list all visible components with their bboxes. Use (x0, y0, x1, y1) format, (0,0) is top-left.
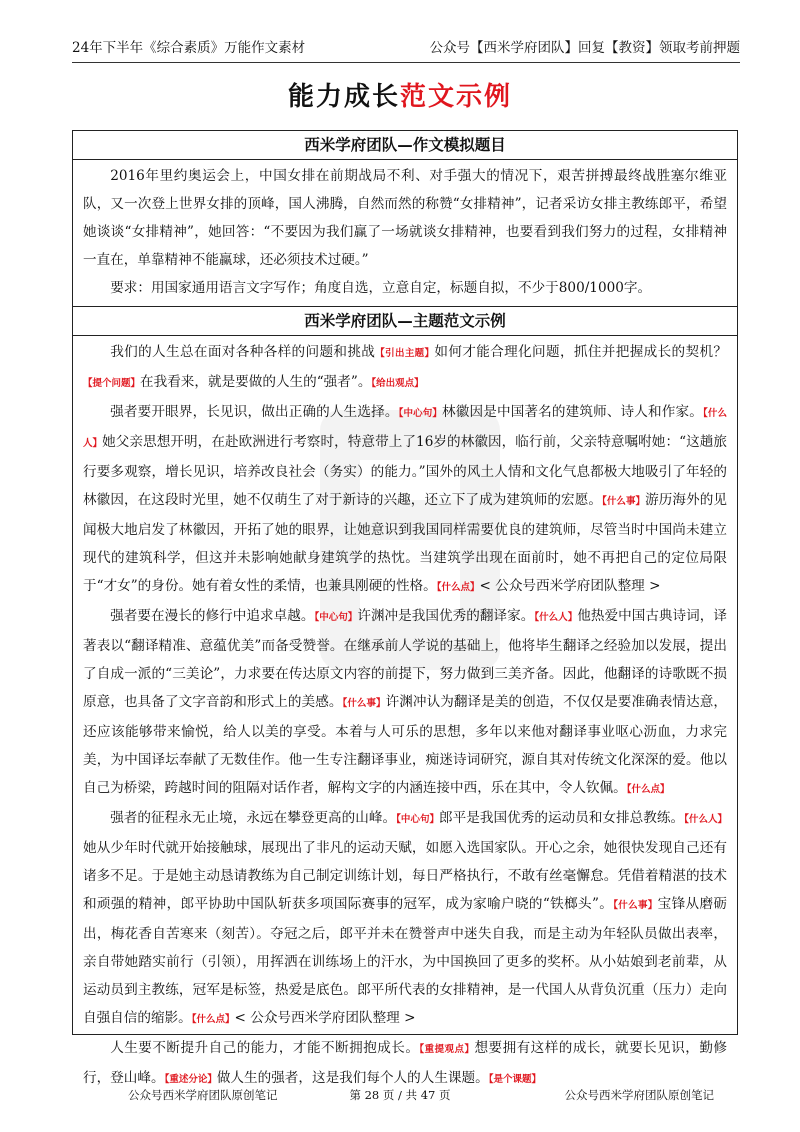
requirement-paragraph: 要求：用国家通用语言文字写作；角度自选，立意自定，标题自拟，不少于800/1000字。 (110, 280, 652, 296)
section2-content (73, 336, 737, 1098)
annotation-tag: 【引出主题】 (375, 348, 435, 359)
annotation-tag: 【什么点】 (436, 582, 480, 593)
text: 想要拥有这样的成长，就要长见识，勤修行，登山峰。 (83, 1040, 727, 1086)
annotation-tag: 【中心句】 (314, 612, 358, 623)
text: 强者的征程永无止境，永远在攀登更高的山峰。 (110, 810, 397, 826)
footer-left-text: 公众号西米学府团队原创笔记 (128, 1088, 278, 1102)
text: 游历海外的见闻极大地启发了林徽因，开拓了她的眼界，让她意识到我国同样需要优良的建筑师，尽管当时中国尚未建立现代的建筑科学，但这并未影响她献身建筑学的热忱。当建筑学出现在面前时，她不再把自己的定位局限于“才女”的身份。她有着女性的柔情，也兼具刚硬的性格。 (83, 492, 727, 594)
page-number: 第 28 页 / 共 47 页 (349, 1088, 451, 1102)
source-note: < 公众号西米学府团队整理 > (479, 578, 661, 594)
essay-box (72, 130, 738, 1086)
annotation-tag: 【什么人】 (684, 814, 727, 825)
text: 她从少年时代就开始接触球，展现出了非凡的运动天赋，如愿入选国家队。开心之余，她很快发现自己还有诸多不足。于是她主动恳请教练为自己制定训练计划，每日严格执行，不敢有丝毫懈怠。凭借着精湛的技术和顽强的精神，郎平协助中国队斩获多项国际赛事的冠军，成为家喻户晓的“铁榔头”。 (83, 840, 727, 912)
text: 她父亲思想开明，在赴欧洲进行考察时，特意带上了16岁的林徽因，临行前，父亲特意嘱咐她：“这趟旅行要多观察，增长见识，培养改良社会（务实）的能力。”国外的风土人情和文化气息都极大地吸引了年轻的林徽因，在这段时光里，她不仅萌生了对于新诗的兴趣，还立下了成为建筑师的宏愿。 (83, 434, 727, 508)
annotation-tag: 【重述分论】 (164, 1074, 217, 1085)
section2-heading: 西米学府团队—主题范文示例 (73, 306, 737, 336)
text: 我们的人生总在面对各种各样的问题和挑战 (110, 344, 376, 360)
text: 郎平是我国优秀的运动员和女排总教练。 (439, 810, 685, 826)
page-title (0, 76, 800, 113)
annotation-tag: 【重提观点】 (419, 1044, 475, 1055)
annotation-tag: 【什么事】 (602, 496, 646, 507)
section1-heading: 西米学府团队—作文模拟题目 (73, 131, 737, 160)
text: 宝锋从磨砺出，梅花香自苦寒来（刻苦）。夺冠之后，郎平并未在赞誉声中迷失自我，而是主动为年轻队员做出表率，亲自带她踏实前行（引领），用挥洒在训练场上的汗水，为中国换回了更多的奖杯。从小姑娘到老前辈，从运动员到主教练，冠军是标签，热爱是底色。郎平所代表的女排精神，是一代国人从背负沉重（压力）走向自强自信的缩影。 (83, 896, 727, 1026)
text: 许渊冲是我国优秀的翻译家。 (357, 608, 535, 624)
essay-paragraph-linhuiyin (83, 398, 727, 602)
annotation-tag: 【给出观点】 (371, 378, 424, 389)
essay-paragraph-conclusion (83, 1034, 727, 1094)
text: 强者要在漫长的修行中追求卓越。 (110, 608, 315, 624)
text: 做人生的强者，这是我们每个人的人生课题。 (216, 1070, 489, 1086)
title-black: 能力成长 (287, 82, 400, 112)
annotation-tag: 【提个问题】 (83, 378, 141, 389)
text: 人生要不断提升自己的能力，才能不断拥抱成长。 (110, 1040, 420, 1056)
header-left-text: 24年下半年《综合素质》万能作文素材 (72, 40, 306, 56)
section1-content (73, 160, 737, 306)
text: 他热爱中国古典诗词，译著表以“翻译精准、意蕴优美”而备受赞誉。在继承前人学说的基础上，他将毕生翻译之经验加以发展，提出了自成一派的“三美论”，力求要在传达原文内容的前提下，努力做到三美齐备。因此，他翻译的诗歌既不损原意，也具备了文字音韵和形式上的美感。 (83, 608, 727, 710)
annotation-tag: 【什么点】 (191, 1014, 235, 1025)
annotation-tag: 【什么点】 (626, 784, 670, 795)
header-right-text: 公众号【西米学府团队】回复【教资】领取考前押题 (429, 40, 740, 56)
text: 林徽因是中国著名的建筑师、诗人和作家。 (442, 404, 703, 420)
annotation-tag: 【中心句】 (398, 408, 443, 419)
annotation-tag: 【什么事】 (613, 900, 658, 911)
essay-paragraph-langping (83, 804, 727, 1034)
annotation-tag: 【是个课题】 (488, 1074, 541, 1085)
footer-right-text: 公众号西米学府团队原创笔记 (564, 1088, 714, 1102)
annotation-tag: 【什么人】 (534, 612, 578, 623)
page-header (72, 36, 740, 63)
prompt-paragraph: 2016年里约奥运会上，中国女排在前期战局不利、对手强大的情况下，艰苦拼搏最终战胜塞尔维亚队，又一次登上世界女排的顶峰，国人沸腾，自然而然的称赞“女排精神”，记者采访女排主教练郎平，希望她谈谈“女排精神”，她回答：“不要因为我们赢了一场就谈女排精神，也要看到我们努力的过程，女排精神一直在，单靠精神不能赢球，还必须技术过硬。” (83, 168, 727, 268)
title-red: 范文示例 (400, 82, 513, 112)
annotation-tag: 【中心句】 (396, 814, 440, 825)
text: 在我看来，就是要做的人生的“强者”。 (140, 374, 372, 390)
annotation-tag: 【什么事】 (342, 698, 386, 709)
essay-paragraph-xuyuanchong (83, 602, 727, 804)
essay-paragraph-intro (83, 338, 727, 398)
text: 许渊冲认为翻译是美的创造，不仅仅是要准确表情达意，还应该能够带来愉悦，给人以美的享受。本着与人可乐的思想，多年以来他对翻译事业呕心沥血，力求完美，为中国译坛奉献了无数佳作。他一生专注翻译事业，痴迷诗词研究，源自其对传统文化深深的爱。他以自己为桥梁，跨越时间的阻隔对话作者，解构文字的内涵连接中西，乐在其中，令人钦佩。 (83, 694, 727, 796)
annotation-tag: 【什么人】 (83, 408, 727, 449)
source-note: < 公众号西米学府团队整理 > (234, 1010, 416, 1026)
text: 强者要开眼界，长见识，做出正确的人生选择。 (110, 404, 399, 420)
text: 如何才能合理化问题，抓住并把握成长的契机？ (434, 344, 727, 360)
